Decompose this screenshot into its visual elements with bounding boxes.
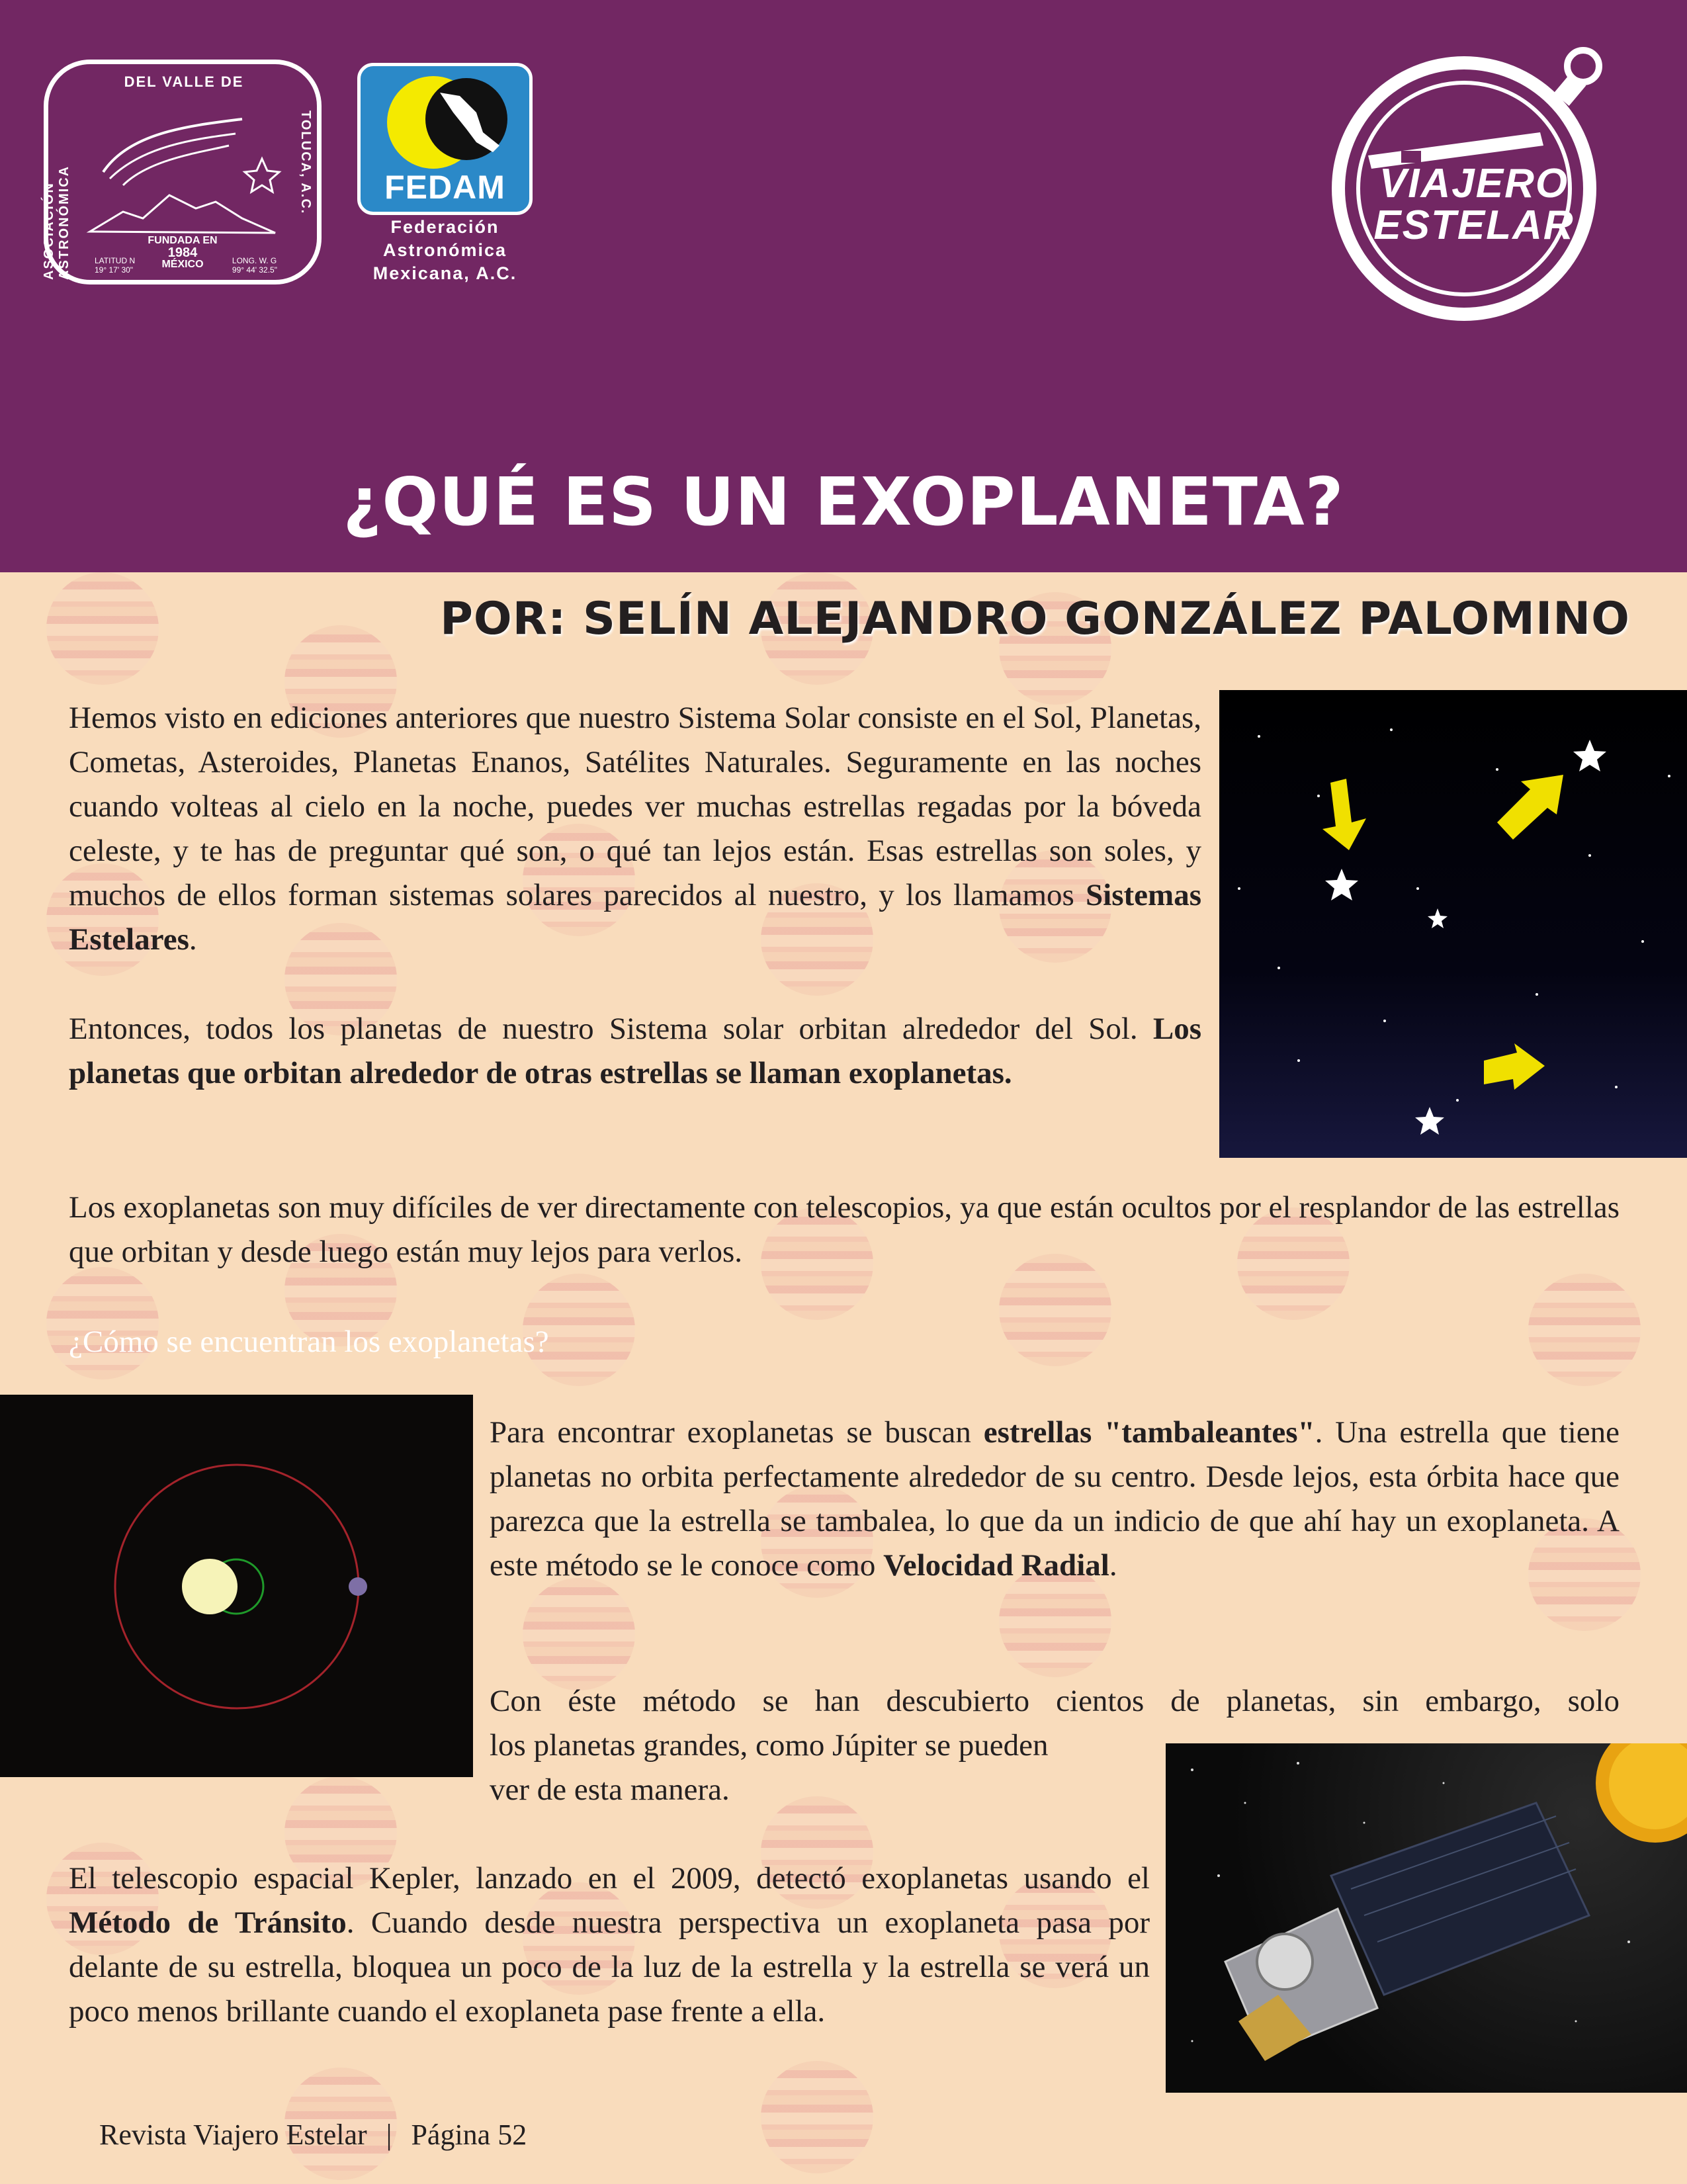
kepler-telescope-image xyxy=(1166,1743,1687,2093)
kepler-spacecraft-illustration xyxy=(1166,1743,1687,2093)
paragraph-4-text-a: Para encontrar exoplanetas se buscan xyxy=(490,1415,984,1450)
paragraph-5-line-1: Con éste método se han descubierto cientos de planetas, sin embargo, solo xyxy=(490,1684,1620,1718)
paragraph-3-text: Los exoplanetas son muy difíciles de ver directamente con telescopios, ya que están ocultos por el resplandor de las estrellas que orbitan y desde luego están muy lejos para verlos. xyxy=(69,1190,1620,1269)
radial-velocity-diagram xyxy=(0,1395,473,1777)
fedam-sub-line2: Astronómica xyxy=(382,240,507,260)
paragraph-1 xyxy=(69,696,1201,962)
avt-long-label: LONG. W. G xyxy=(232,256,277,265)
star-field-image xyxy=(1219,690,1687,1158)
viajero-estelar-logo xyxy=(1322,40,1626,331)
paragraph-4-text-b: . Una estrella que tiene planetas no orbita perfectamente alrededor de su centro. Desde lejos, esta órbita hace que parezca que la estrella se tambalea, lo que da un indicio de que ahí hay un exoplaneta. A este método se le conoce como xyxy=(490,1415,1620,1583)
fedam-sub-line3: Mexicana, A.C. xyxy=(372,263,517,283)
paragraph-3 xyxy=(69,1186,1620,1274)
paragraph-2 xyxy=(69,1007,1201,1096)
paragraph-4 xyxy=(490,1411,1620,1588)
avt-country: MÉXICO xyxy=(161,259,204,270)
ve-logo-line1: VIAJERO xyxy=(1379,161,1569,206)
avt-logo xyxy=(44,60,322,284)
avt-logo-top-text: DEL VALLE DE xyxy=(124,73,244,90)
footer-separator: | xyxy=(386,2118,392,2151)
avt-logo-left-text: ASOCIACIÓN ASTRONÓMICA xyxy=(42,165,71,280)
fedam-name: FEDAM xyxy=(384,169,505,206)
avt-latitude xyxy=(95,256,135,275)
paragraph-6-bold: Método de Tránsito xyxy=(69,1905,347,1940)
fedam-moon-map-icon xyxy=(361,66,533,172)
avt-longitude xyxy=(232,256,277,275)
paragraph-4-text-c: . xyxy=(1109,1548,1117,1583)
avt-logo-right-text: TOLUCA, A.C. xyxy=(298,110,313,215)
avt-founded-year: 1984 xyxy=(167,245,198,260)
fedam-sub-line1: Federación xyxy=(390,217,499,237)
paragraph-5-line-3: ver de esta manera. xyxy=(490,1772,730,1807)
footer-page-number: Página 52 xyxy=(411,2118,527,2151)
avt-founded-label: FUNDADA EN xyxy=(148,235,218,246)
wobble-orbit-image xyxy=(0,1395,473,1777)
section-subheading: ¿Cómo se encuentran los exoplanetas? xyxy=(69,1325,549,1359)
avt-lat-label: LATITUD N xyxy=(95,256,136,265)
paragraph-2-bold: Los planetas que orbitan alrededor de otras estrellas se llaman exoplanetas. xyxy=(69,1012,1201,1090)
avt-long-value: 99° 44' 32.5" xyxy=(232,265,277,275)
paragraph-6-text-b: . Cuando desde nuestra perspectiva un exoplaneta pasa por delante de su estrella, bloquea un poco de la luz de la estrella y la estrella se verá un poco menos brillante cuando el exoplaneta pase frente a ella. xyxy=(69,1905,1150,2029)
paragraph-1-end: . xyxy=(189,922,197,957)
footer-magazine: Revista Viajero Estelar xyxy=(99,2118,367,2151)
paragraph-1-text: Hemos visto en ediciones anteriores que nuestro Sistema Solar consiste en el Sol, Planetas, Cometas, Asteroides, Planetas Enanos, Satélites Naturales. Seguramente en las noches cuando volteas al cielo en la noche, puedes ver muchas estrellas regadas por la bóveda celeste, y te has de preguntar qué son, o qué tan lejos están. Esas estrellas son soles, y muchos de ellos forman sistemas solares parecidos al nuestro, y los llamamos xyxy=(69,701,1201,912)
paragraph-4-bold-1: estrellas "tambaleantes" xyxy=(983,1415,1315,1450)
ve-logo-line2: ESTELAR xyxy=(1373,202,1575,248)
paragraph-5-line-2: los planetas grandes, como Júpiter se pueden xyxy=(490,1728,1049,1763)
page-footer xyxy=(99,2118,527,2152)
author-byline: POR: SELÍN ALEJANDRO GONZÁLEZ PALOMINO xyxy=(440,593,1630,645)
page-title: ¿QUÉ ES UN EXOPLANETA? xyxy=(343,463,1344,541)
paragraph-6-text-a: El telescopio espacial Kepler, lanzado en el 2009, detectó exoplanetas usando el xyxy=(69,1861,1150,1896)
fedam-subtitle xyxy=(344,216,546,285)
paragraph-4-bold-2: Velocidad Radial xyxy=(883,1548,1109,1583)
paragraph-6 xyxy=(69,1856,1150,2034)
avt-lat-value: 19° 17' 30" xyxy=(95,265,134,275)
star-arrows-illustration xyxy=(1219,690,1687,1158)
paragraph-2-text: Entonces, todos los planetas de nuestro Sistema solar orbitan alrededor del Sol. xyxy=(69,1012,1153,1046)
fedam-logo xyxy=(357,63,533,215)
paragraph-1-bold: Sistemas Estelares xyxy=(69,878,1201,957)
